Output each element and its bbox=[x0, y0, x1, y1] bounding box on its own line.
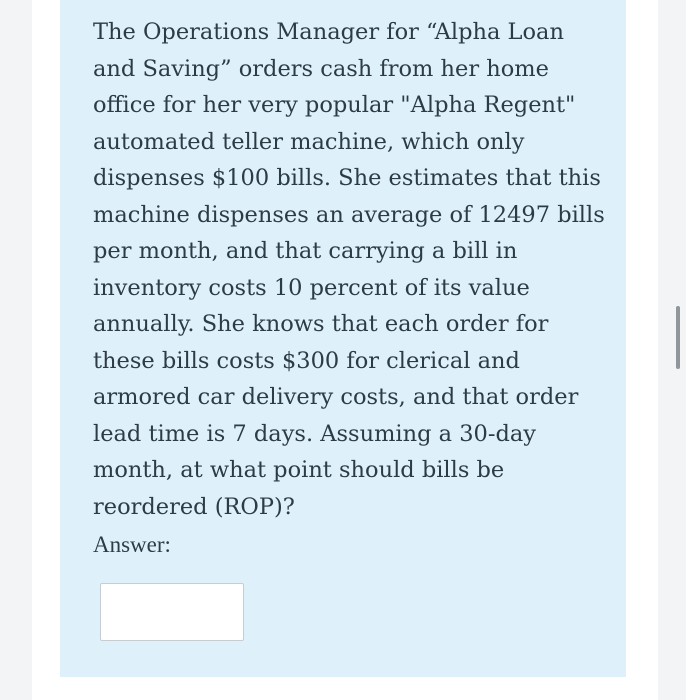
question-panel bbox=[60, 0, 626, 677]
answer-input[interactable] bbox=[100, 583, 244, 641]
answer-label: Answer: bbox=[93, 532, 171, 557]
scrollbar-thumb[interactable] bbox=[676, 306, 680, 369]
question-text: The Operations Manager for “Alpha Loan and Saving” orders cash from her home office for her very popular "Alpha Regent" automated teller machine, which only dispenses $100 bills. She estimates that this machine dispenses an average of 12497 bills per month, and that carrying a bill in inventory costs 10 percent of its value annually. She knows that each order for these bills costs $300 for clerical and armored car delivery costs, and that order lead time is 7 days. Assuming a 30-day month, at what point should bills be reordered (ROP)? bbox=[93, 19, 605, 520]
